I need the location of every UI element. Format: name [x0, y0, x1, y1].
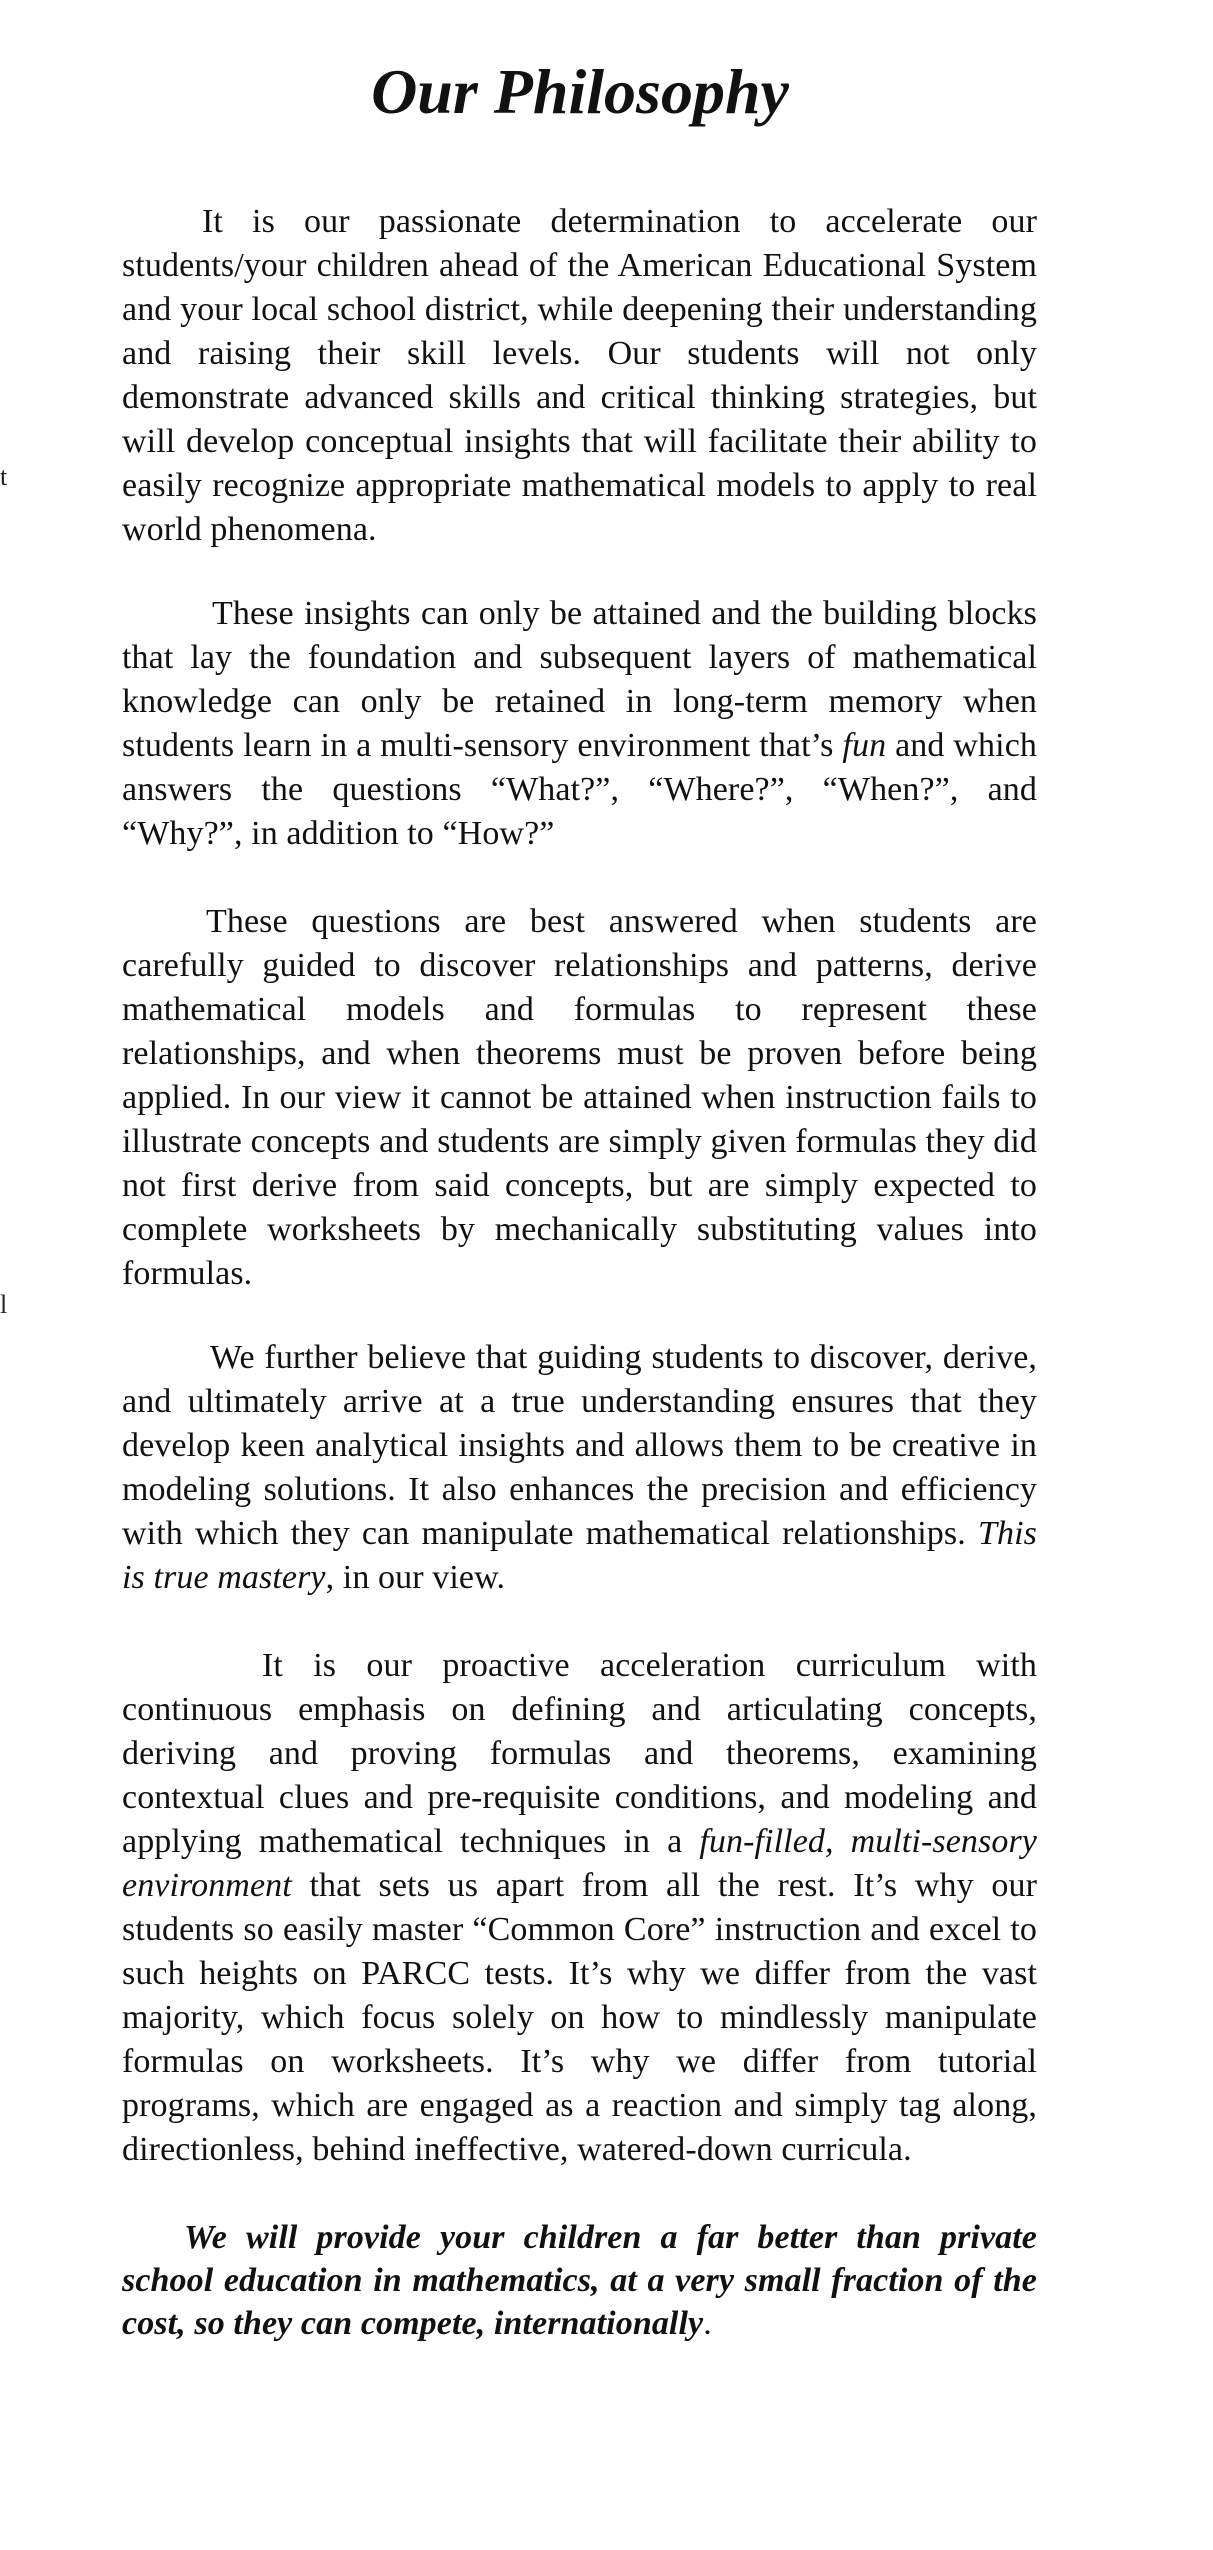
paragraph-2-text-b: and which answers the questions “What?”, “Where?”, “When?”, and “Why?”, in addition to “How?”	[122, 727, 1037, 852]
paragraph-1: It is our passionate determination to accelerate our students/your children ahead of the American Educational System and your local school district, while deepening their understanding and raising their skill levels. Our students will not only demonstrate advanced skills and critical thinking strategies, but will develop conceptual insights that will facilitate their ability to easily recognize appropriate mathematical models to apply to real world phenomena.	[122, 203, 1037, 548]
page-title: Our Philosophy	[371, 56, 789, 127]
margin-fragment: l	[0, 1290, 8, 1319]
paragraph-5-emphasis: fun-filled, multi-sensory environment	[122, 1823, 1037, 1904]
paragraph-2-emphasis: fun	[842, 727, 887, 764]
paragraph-3: These questions are best answered when students are carefully guided to discover relationships and patterns, derive mathematical models and formulas to represent these relationships, and when theorems must be proven before being applied. In our view it cannot be attained when instruction fails to illustrate concepts and students are simply given formulas they did not first derive from said concepts, but are simply expected to complete worksheets by mechanically substituting values into formulas.	[122, 903, 1037, 1292]
paragraph-5	[122, 1644, 1037, 2172]
paragraph-5-text-a: It is our proactive acceleration curriculum with continuous emphasis on defining and articulating concepts, deriving and proving formulas and theorems, examining contextual clues and pre-requisite conditions, and modeling and applying mathematical techniques in a	[122, 1647, 1037, 1860]
closing-statement-text: We will provide your children a far better than private school education in mathematics, at a very small fraction of the cost, so they can compete, internationally	[122, 2219, 1037, 2342]
paragraph-4-text-b: , in our view.	[325, 1559, 506, 1596]
closing-statement	[122, 2216, 1037, 2345]
paragraph-4-text-a: We further believe that guiding students to discover, derive, and ultimately arrive at a true understanding ensures that they develop keen analytical insights and allows them to be creative in modeling solutions. It also enhances the precision and efficiency with which they can manipulate mathematical relationships.	[122, 1339, 1037, 1552]
paragraph-5-text-b: that sets us apart from all the rest. It’s why our students so easily master “Common Core” instruction and excel to such heights on PARCC tests. It’s why we differ from the vast majority, which focus solely on how to mindlessly manipulate formulas on worksheets. It’s why we differ from tutorial programs, which are engaged as a reaction and simply tag along, directionless, behind ineffective, watered-down curricula.	[122, 1867, 1037, 2168]
closing-period: .	[703, 2305, 712, 2342]
paragraph-2	[122, 592, 1037, 856]
paragraph-2-text-a: These insights can only be attained and the building blocks that lay the foundation and subsequent layers of mathematical knowledge can only be retained in long-term memory when students learn in a multi-sensory environment that’s	[122, 595, 1037, 764]
philosophy-body	[122, 200, 1037, 2345]
margin-fragment: t	[0, 462, 8, 491]
paragraph-4-emphasis: This is true mastery	[122, 1515, 1037, 1596]
paragraph-4	[122, 1336, 1037, 1600]
